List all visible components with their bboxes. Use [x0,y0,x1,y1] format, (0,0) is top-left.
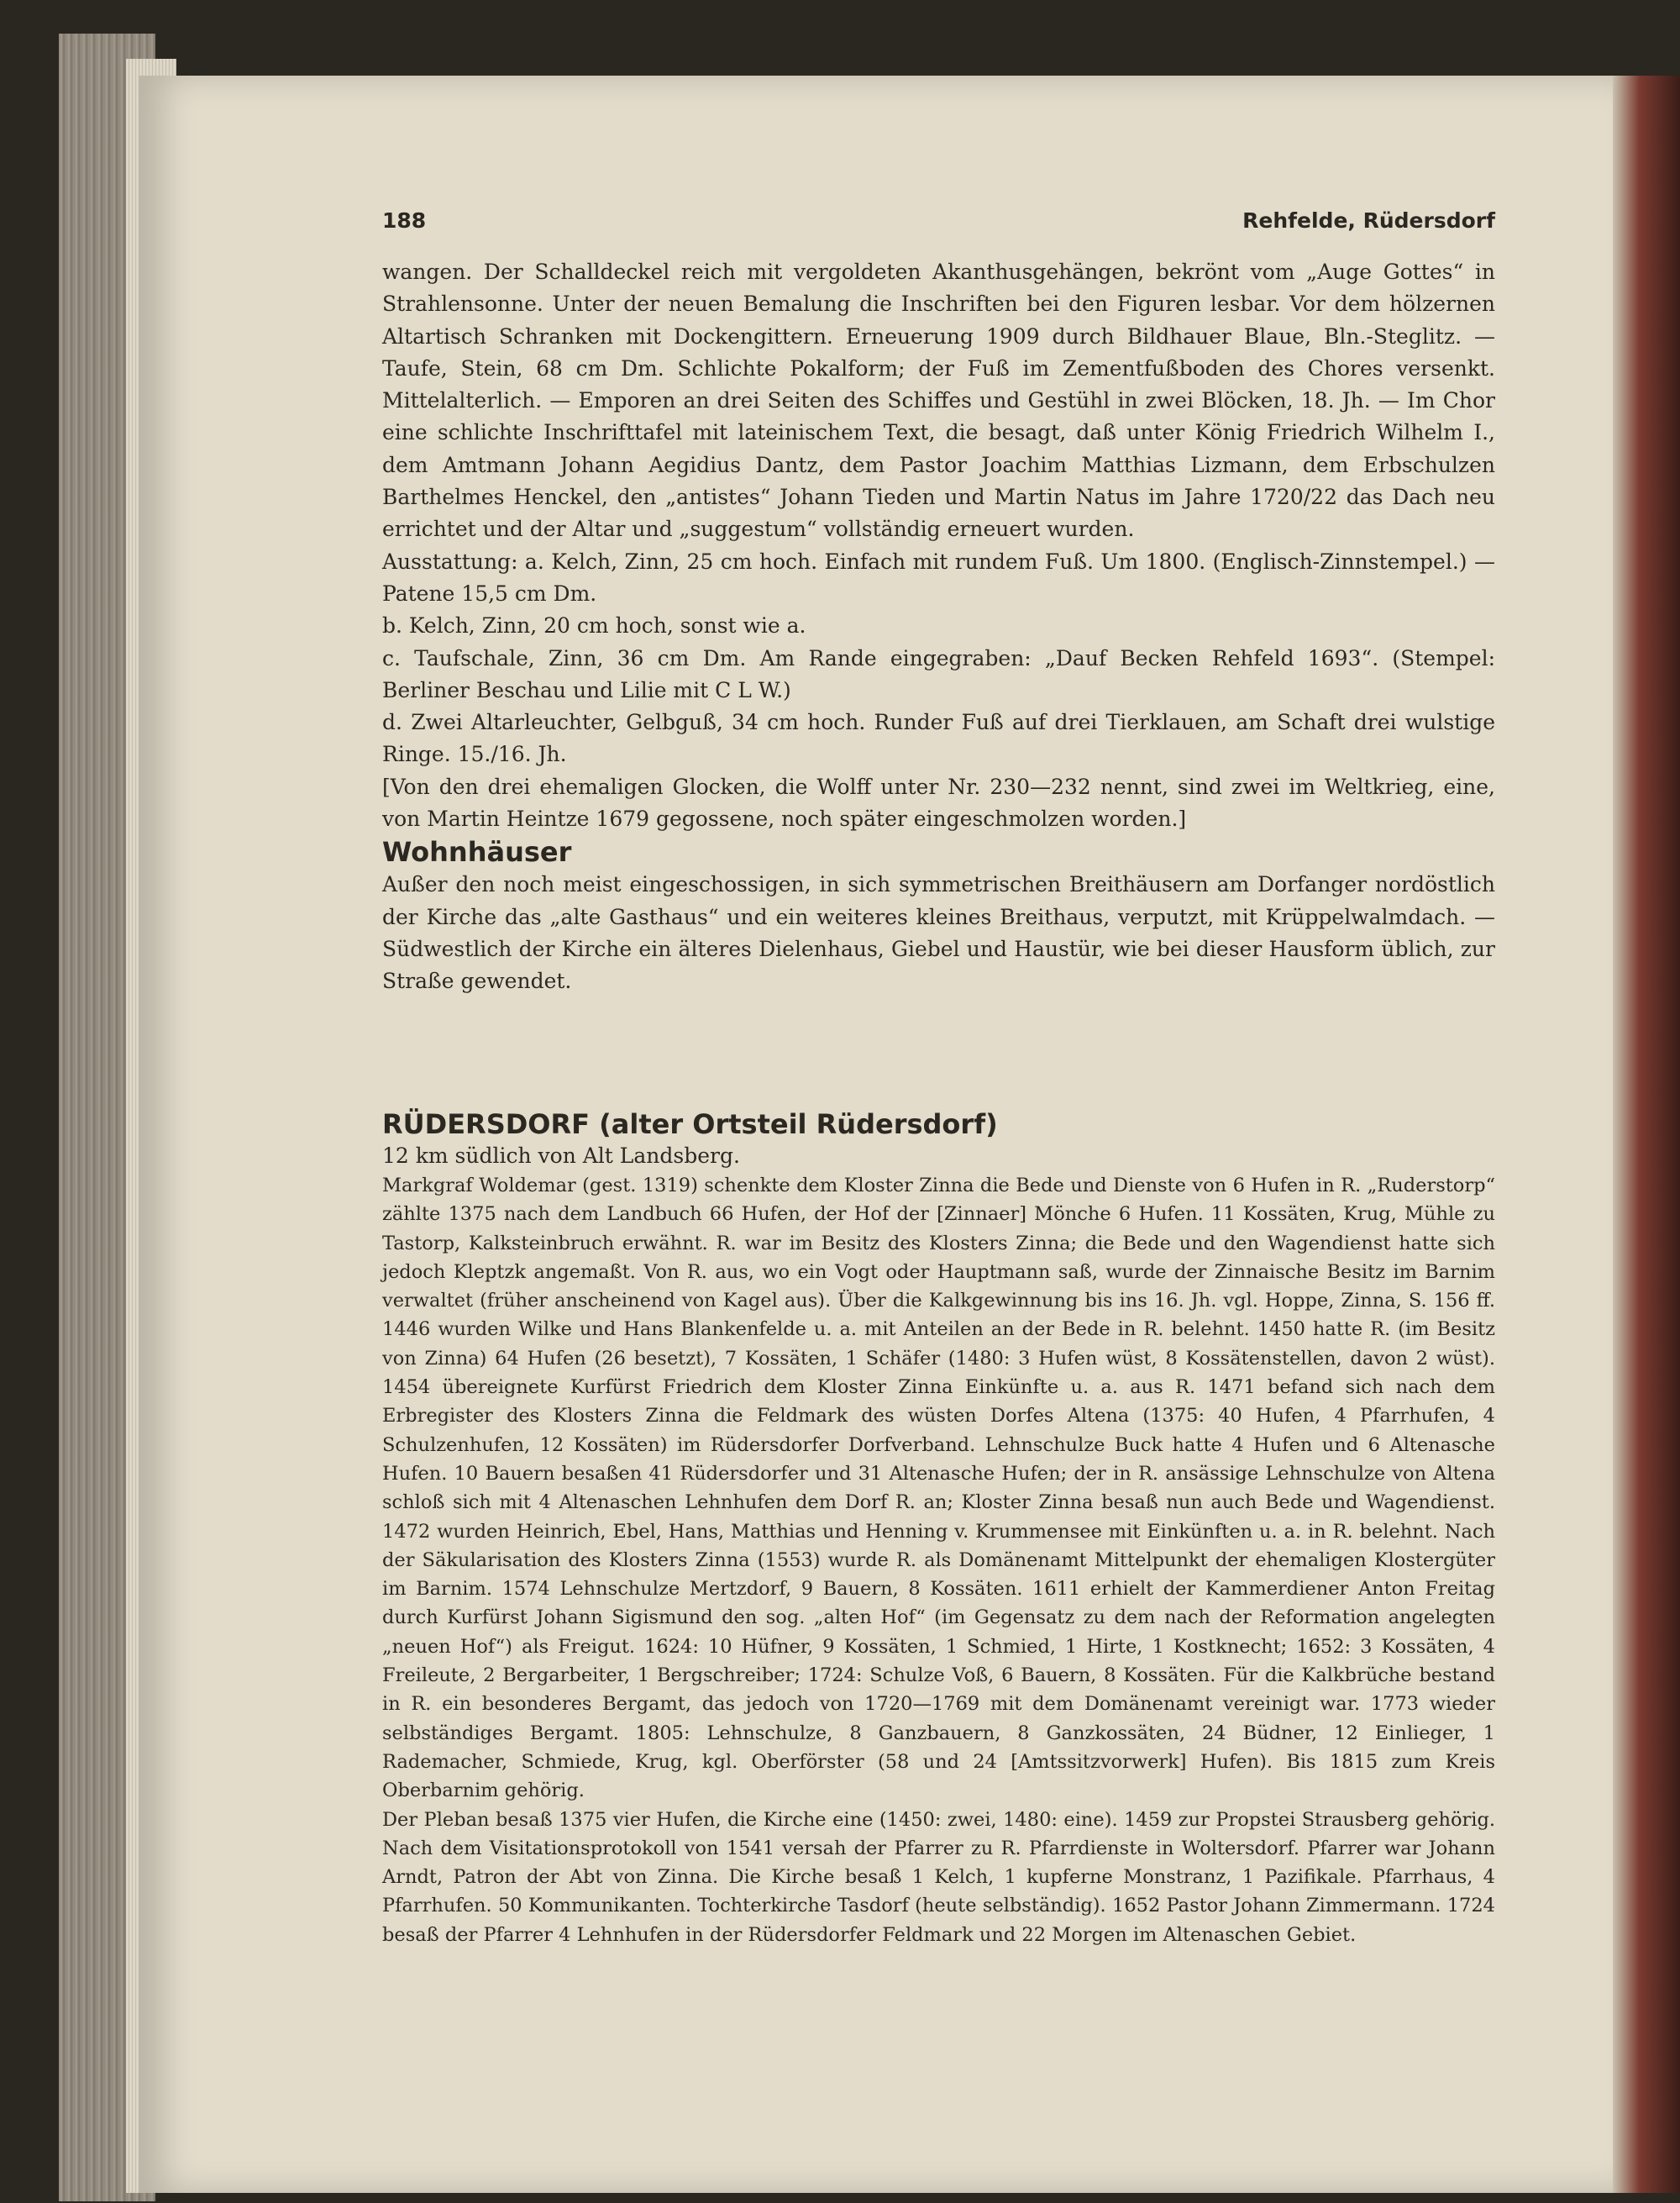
subtitle: 12 km südlich von Alt Landsberg. [382,1144,740,1168]
paragraph: Außer den noch meist eingeschossigen, in sich symmetrischen Breithäusern am Dorfanger nordöstlich der Kirche das „alte Gasthaus“ und ein weiteres kleines Breithaus, verputzt, mit Krüppelwalmdach. — Südwestlich der Kirche ein älteres Dielenhaus, Giebel und Haustür, wie bei dieser Hausform üblich, zur Straße gewendet. [382,872,1495,994]
rehfelde-section [382,256,1495,998]
paragraph: Markgraf Woldemar (gest. 1319) schenkte dem Kloster Zinna die Bede und Dienste von 6 Hufen in R. „Ruderstorp“ zählte 1375 nach dem Landbuch 66 Hufen, der Hof der [Zinnaer] Mönche 6 Hufen. 11 Kossäten, Krug, Mühle zu Tastorp, Kalksteinbruch erwähnt. R. war im Besitz des Klosters Zinna; die Bede und den Wagendienst hatte sich jedoch Kleptzk angemaßt. Von R. aus, wo ein Vogt oder Hauptmann saß, wurde der Zinnaische Besitz im Barnim verwaltet (früher anscheinend von Kagel aus). Über die Kalkgewinnung bis ins 16. Jh. vgl. Hoppe, Zinna, S. 156 ff. 1446 wurden Wilke und Hans Blankenfelde u. a. mit Anteilen an der Bede in R. belehnt. 1450 hatte R. (im Besitz von Zinna) 64 Hufen (26 besetzt), 7 Kossäten, 1 Schäfer (1480: 3 Hufen wüst, 8 Kossätenstellen, davon 2 wüst). 1454 übereignete Kurfürst Friedrich dem Kloster Zinna Einkünfte u. a. aus R. 1471 befand sich nach dem Erbregister des Klosters Zinna die Feldmark des wüsten Dorfes Altena (1375: 40 Hufen, 4 Pfarrhufen, 4 Schulzenhufen, 12 Kossäten) im Rüdersdorfer Dorfverband. Lehnschulze Buck hatte 4 Hufen und 6 Altenasche Hufen. 10 Bauern besaßen 41 Rüdersdorfer und 31 Altenasche Hufen; der in R. ansässige Lehnschulze von Altena schloß sich mit 4 Altenaschen Lehnhufen dem Dorf R. an; Kloster Zinna besaß nun auch Bede und Wagendienst. 1472 wurden Heinrich, Ebel, Hans, Matthias und Henning v. Krummensee mit Einkünften u. a. in R. belehnt. Nach der Säkularisation des Klosters Zinna (1553) wurde R. als Domänenamt Mittelpunkt der ehemaligen Klostergüter im Barnim. 1574 Lehnschulze Mertzdorf, 9 Bauern, 8 Kossäten. 1611 erhielt der Kammerdiener Anton Freitag durch Kurfürst Johann Sigismund den sog. „alten Hof“ (im Gegensatz zu dem nach der Reformation angelegten „neuen Hof“) als Freigut. 1624: 10 Hüfner, 9 Kossäten, 1 Schmied, 1 Hirte, 1 Kostknecht; 1652: 3 Kossäten, 4 Freileute, 2 Bergarbeiter, 1 Bergschreiber; 1724: Schulze Voß, 6 Bauern, 8 Kossäten. Für die Kalkbrüche bestand in R. ein besonderes Bergamt, das jedoch von 1720—1769 mit dem Domänenamt vereinigt war. 1773 wieder selbständiges Bergamt. 1805: Lehnschulze, 8 Ganzbauern, 8 Ganzkossäten, 24 Büdner, 12 Einlieger, 1 Rademacher, Schmiede, Krug, kgl. Oberförster (58 und 24 [Amtssitzvorwerk] Hufen). Bis 1815 zum Kreis Oberbarnim gehörig. [382,1175,1495,1802]
paragraph: wangen. Der Schalldeckel reich mit vergoldeten Akanthusgehängen, bekrönt vom „Auge Gottes“ in Strahlensonne. Unter der neuen Bemalung die Inschriften bei den Figuren lesbar. Vor dem hölzernen Altartisch Schranken mit Dockengittern. Erneuerung 1909 durch Bildhauer Blaue, Bln.-Steglitz. — Taufe, Stein, 68 cm Dm. Schlichte Pokalform; der Fuß im Zementfußboden des Chores versenkt. Mittelalterlich. — Emporen an drei Seiten des Schiffes und Gestühl in zwei Blöcken, 18. Jh. — Im Chor eine schlichte Inschrifttafel mit lateinischem Text, die besagt, daß unter König Friedrich Wilhelm I., dem Amtmann Johann Aegidius Dantz, dem Pastor Joachim Matthias Lizmann, dem Erbschulzen Barthelmes Henckel, den „antistes“ Johann Tieden und Martin Natus im Jahre 1720/22 das Dach neu errichtet und der Altar und „suggestum“ vollständig erneuert wurden. [382,260,1495,542]
running-title: Rehfelde, Rüdersdorf [1242,208,1495,233]
ruedersdorf-section [382,1107,1495,1949]
section-heading: Wohnhäuser [382,836,572,869]
page-number: 188 [382,208,427,233]
paragraph: Ausstattung: a. Kelch, Zinn, 25 cm hoch. Einfach mit rundem Fuß. Um 1800. (Englisch-Zinnstempel.) — Patene 15,5 cm Dm. [382,549,1495,606]
paragraph: b. Kelch, Zinn, 20 cm hoch, sonst wie a. [382,613,806,639]
facing-page-edge [1613,76,1680,2193]
paragraph: d. Zwei Altarleuchter, Gelbguß, 34 cm hoch. Runder Fuß auf drei Tierklauen, am Schaft drei wulstige Ringe. 15./16. Jh. [382,710,1495,767]
running-header [382,208,1495,242]
paragraph: c. Taufschale, Zinn, 36 cm Dm. Am Rande eingegraben: „Dauf Becken Rehfeld 1693“. (Stempel: Berliner Beschau und Lilie mit C L W.) [382,645,1495,702]
section-heading: RÜDERSDORF (alter Ortsteil Rüdersdorf) [382,1108,998,1140]
paragraph: [Von den drei ehemaligen Glocken, die Wolff unter Nr. 230—232 nennt, sind zwei im Weltkrieg, eine, von Martin Heintze 1679 gegossene, noch später eingeschmolzen worden.] [382,774,1495,832]
paragraph: Der Pleban besaß 1375 vier Hufen, die Kirche eine (1450: zwei, 1480: eine). 1459 zur Propstei Strausberg gehörig. Nach dem Visitationsprotokoll von 1541 versah der Pfarrer zu R. Pfarrdienste in Woltersdorf. Pfarrer war Johann Arndt, Patron der Abt von Zinna. Die Kirche besaß 1 Kelch, 1 kupferne Monstranz, 1 Pazifikale. Pfarrhaus, 4 Pfarrhufen. 50 Kommunikanten. Tochterkirche Tasdorf (heute selbständig). 1652 Pastor Johann Zimmermann. 1724 besaß der Pfarrer 4 Lehnhufen in der Rüdersdorfer Feldmark und 22 Morgen im Altenaschen Gebiet. [382,1808,1495,1946]
